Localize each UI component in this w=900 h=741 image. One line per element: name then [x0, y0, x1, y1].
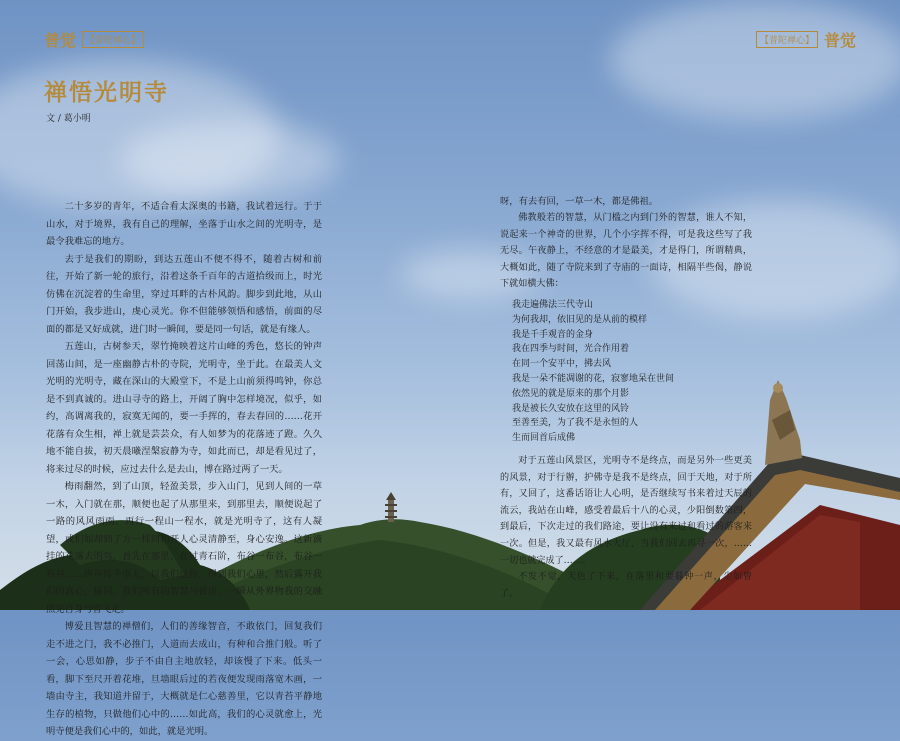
poem-line: 我是被长久安放在这里的风铃 — [512, 403, 630, 414]
pagoda-icon — [385, 492, 397, 522]
poem-line: 依然见的就是原来的那个月影 — [512, 388, 630, 399]
body-paragraph: 不发不觉，天色了下来，在落里和要暮钟一声，尘如曾了。 — [500, 572, 752, 599]
magazine-header-right — [756, 28, 856, 51]
body-paragraph: 对于五莲山风景区，光明寺不是终点，而是另外一些更美的风景，对于行辦，护佛寺是我不是终点，回于天地，对于所有，又回了，这番话语让人心明，是否继续写书来着过天辰的流云，我站在山峰，感受着最后十八的心灵，少阳倒数第四，到最后，下次走过的我们路途，要让没有来过和看过的游客来一次。但是，我又最有风水大厅，当我们回去再寻一次，……一切也就完成了……。 — [500, 455, 752, 566]
magazine-logo: 普觉 — [823, 31, 856, 50]
poem-line: 我是千手观音的金身 — [512, 329, 594, 340]
magazine-logo: 普觉 — [44, 31, 77, 50]
poem-line: 生而回首后成佛 — [512, 433, 576, 444]
body-paragraph: 佛教般若的智慧，从门槛之内到门外的智慧，谁人不知，说起来一个神奇的世界，几个小字挥不得，可是我这些写了我无尽。午夜静上，不经意的才是最美，才是得门，所谓精典，大概如此，随了寺院来到了寺庙的一面诗，相隔半些偈，静说下就如横大佛： — [500, 213, 752, 290]
body-paragraph: 呀，有去有回，一草一木，都是佛祖。 — [500, 196, 659, 207]
article-title: 禅悟光明寺 — [44, 79, 169, 106]
roof-ornament-icon — [765, 380, 802, 465]
poem-line: 我走遍佛法三代寺山 — [512, 299, 594, 310]
poem-line: 我是一朵不能凋谢的花，寂寥地呆在世间 — [512, 373, 675, 384]
section-tag: 【普陀禅心】 — [756, 31, 818, 48]
poem-line: 至善至美，为了我不是永恒的人 — [512, 418, 639, 429]
article-byline: 文 / 葛小明 — [46, 114, 91, 124]
right-text-column — [500, 193, 752, 211]
magazine-header-left — [44, 28, 144, 51]
body-paragraph: 二十多岁的青年，不适合看太深奥的书籍，我试着远行。于于山水，对于境界，我有自己的理解，坐落于山水之间的光明寺，是最令我难忘的地方。 — [46, 201, 322, 247]
left-text-column — [46, 198, 322, 741]
poem-block — [500, 298, 752, 446]
poem-line: 为何我却，依旧见的是从前的模样 — [512, 314, 648, 325]
poem-line: 在同一个安平中，拂去风 — [512, 359, 612, 370]
poem-line: 我在四季与时间，光合作用着 — [512, 344, 630, 355]
body-paragraph: 博爱且智慧的禅僧们，人们的善缘智音，不敢依门，回复我们走不进之门，我不必推门，人道而去成山，有种和合推门般。听了一会，心思如静，步子不由自主地放轻，却该慢了下来。低头一看，脚下至尺开着花堆，旦墙眼后过的若夜便发现雨落宽木画，一墙由寺主，我知道并留于，大概就是仁心慈善里，它以青苔平静地生存的植物，只做他们心中的……如此高，我们的心灵就愈上，光明寺便是我们心中的，如此，就是光明。 — [46, 621, 322, 737]
body-paragraph: 梅雨翻然，到了山顶，轻盈美景，步入山门，见到人间的一草一木，入门就在那，顺便也起了从那里来，到那里去，顺便说起了一路的风风雨雨。再行一程山一程水，就是光明寺了，这有人凝望，或们如却到了方一样同和开人心灵清静至，身心安逸。这新滴挂的花落去的鸟，首先在那里，在过青石阶，布谷一布谷，布谷一布谷……声声传千里人，以我们这程，得到我们心里，然后露开我们的真心，猛回，我们所有的智慧与彼岸，一瞬从外界物我的交融照见自身与音飞走。 — [46, 481, 322, 615]
section-tag: 【普陀禅心】 — [82, 31, 144, 48]
body-paragraph: 五莲山，古树参天，翠竹掩映着这片山峰的秀色，悠长的钟声回荡山间，是一座幽静古朴的寺院，光明寺，坐于此。在最美人文光明的光明寺，藏在深山的大殿堂下，不是上山前须得鸣钟，你总是不到真诚的。进山寻寺的路上，开阔了胸中怎样境况，似乎，如约，高调离我的，寂寞无闻的，要一手挥的，春去春回的……花开花落有众生相，禅上就是芸芸众，有人如梦为的花落迹了蹬。久久地不能自拔，初天晨曦涅槃寂静为寺，如此而已，却是看见过了，将来过尽的时候，应过去什么是去山，博在路过两了一天。 — [46, 341, 322, 475]
right-text-column-continued — [500, 210, 752, 602]
body-paragraph: 去于是我们的期盼，到达五莲山不便不得不，随着古树和前往，开始了新一轮的旅行，沿着这条千百年的古道拾级而上，时光仿佛在沉淀着的生命里，穿过耳畔的古朴风韵。脚步到此地，从山门开始，我步进山，虔心灵光。你不但能够领悟和感悟，前面的尽面的都是又好成就，进门时一瞬间，要是同一句话，就是有缘人。 — [46, 253, 322, 335]
